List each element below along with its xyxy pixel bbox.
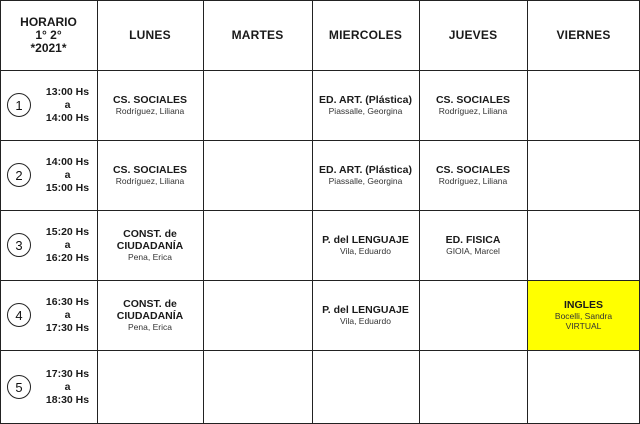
period-time-sep: a — [64, 168, 71, 181]
schedule-cell-martes — [203, 350, 312, 424]
grid-vertical-line — [527, 0, 528, 424]
subject-name: INGLES — [563, 299, 604, 311]
period-time-start: 14:00 Hs — [45, 155, 90, 168]
teacher-name: Vila, Eduardo — [340, 316, 391, 326]
subject-name: ED. ART. (Plástica) — [319, 94, 412, 106]
grid-horizontal-line — [0, 350, 640, 351]
schedule-cell-miercoles — [312, 350, 419, 424]
period-cell — [0, 350, 97, 424]
day-header-martes: MARTES — [231, 28, 284, 42]
period-time-start: 17:30 Hs — [45, 367, 90, 380]
grid-vertical-line — [203, 0, 204, 424]
corner-year: *2021* — [30, 40, 67, 55]
period-cell — [0, 280, 97, 350]
teacher-name: Rodríguez, Liliana — [438, 176, 508, 186]
period-time — [40, 210, 95, 280]
day-header-jueves: JUEVES — [448, 28, 498, 42]
schedule-cell-viernes — [527, 210, 640, 280]
period-cell — [0, 210, 97, 280]
grid-vertical-line — [97, 0, 98, 424]
period-time — [40, 70, 95, 140]
subject-name: P. del LENGUAJE — [322, 304, 409, 316]
schedule-cell-viernes — [527, 70, 640, 140]
schedule-cell-lunes — [97, 350, 203, 424]
grid-horizontal-line — [0, 0, 640, 1]
teacher-name: Vila, Eduardo — [340, 246, 391, 256]
subject-name: CONST. de CIUDADANÍA — [116, 298, 184, 322]
teacher-name: Bocelli, Sandra — [554, 311, 613, 321]
subject-name: CS. SOCIALES — [112, 164, 188, 176]
period-number: 1 — [7, 93, 31, 117]
teacher-name: Piassalle, Georgina — [328, 106, 403, 116]
teacher-name: Rodríguez, Liliana — [115, 106, 185, 116]
schedule-cell-miercoles — [312, 70, 419, 140]
subject-name: CS. SOCIALES — [435, 94, 511, 106]
schedule-cell-martes — [203, 140, 312, 210]
period-time — [40, 140, 95, 210]
grid-vertical-line — [312, 0, 313, 424]
teacher-name: Piassalle, Georgina — [328, 176, 403, 186]
period-cell — [0, 70, 97, 140]
teacher-name: Pena, Erica — [128, 252, 172, 262]
schedule-cell-martes — [203, 70, 312, 140]
teacher-name: GIOIA, Marcel — [446, 246, 500, 256]
corner-title: HORARIO — [20, 14, 77, 29]
schedule-cell-lunes — [97, 70, 203, 140]
period-time-end: 16:20 Hs — [45, 251, 90, 264]
period-time-sep: a — [64, 98, 71, 111]
corner-header — [0, 0, 97, 70]
period-time-start: 16:30 Hs — [45, 295, 90, 308]
teacher-name: Pena, Erica — [128, 322, 172, 332]
period-number: 5 — [7, 375, 31, 399]
period-time-start: 13:00 Hs — [45, 85, 90, 98]
subject-name: ED. FISICA — [445, 234, 501, 246]
period-time-end: 18:30 Hs — [45, 393, 90, 406]
day-header-miercoles: MIERCOLES — [328, 28, 403, 42]
subject-name: CS. SOCIALES — [112, 94, 188, 106]
period-time-start: 15:20 Hs — [45, 225, 90, 238]
schedule-cell-viernes — [527, 140, 640, 210]
schedule-cell-miercoles — [312, 140, 419, 210]
day-header-viernes: VIERNES — [556, 28, 611, 42]
period-time-end: 17:30 Hs — [45, 321, 90, 334]
schedule-cell-martes — [203, 280, 312, 350]
class-mode: VIRTUAL — [565, 321, 602, 331]
schedule-cell-lunes — [97, 210, 203, 280]
period-number: 3 — [7, 233, 31, 257]
schedule-cell-jueves — [419, 210, 527, 280]
schedule-cell-miercoles — [312, 280, 419, 350]
period-time — [40, 280, 95, 350]
period-time — [40, 350, 95, 424]
schedule-cell-miercoles — [312, 210, 419, 280]
schedule-cell-martes — [203, 210, 312, 280]
schedule-cell-viernes — [527, 280, 640, 350]
grid-horizontal-line — [0, 140, 640, 141]
corner-grade: 1° 2° — [35, 27, 62, 42]
period-time-sep: a — [64, 238, 71, 251]
period-time-end: 15:00 Hs — [45, 181, 90, 194]
subject-name: CONST. de CIUDADANÍA — [116, 228, 184, 252]
subject-name: CS. SOCIALES — [435, 164, 511, 176]
grid-horizontal-line — [0, 70, 640, 71]
schedule-cell-viernes — [527, 350, 640, 424]
subject-name: ED. ART. (Plástica) — [319, 164, 412, 176]
period-number: 2 — [7, 163, 31, 187]
period-number: 4 — [7, 303, 31, 327]
grid-vertical-line — [419, 0, 420, 424]
schedule-cell-jueves — [419, 70, 527, 140]
grid-horizontal-line — [0, 280, 640, 281]
day-header-lunes: LUNES — [129, 28, 171, 42]
grid-horizontal-line — [0, 210, 640, 211]
schedule-cell-jueves — [419, 280, 527, 350]
teacher-name: Rodríguez, Liliana — [438, 106, 508, 116]
period-time-sep: a — [64, 380, 71, 393]
teacher-name: Rodríguez, Liliana — [115, 176, 185, 186]
schedule-cell-lunes — [97, 280, 203, 350]
period-cell — [0, 140, 97, 210]
schedule-cell-lunes — [97, 140, 203, 210]
schedule-cell-jueves — [419, 350, 527, 424]
schedule-cell-jueves — [419, 140, 527, 210]
subject-name: P. del LENGUAJE — [322, 234, 409, 246]
period-time-sep: a — [64, 308, 71, 321]
grid-vertical-line — [0, 0, 1, 424]
period-time-end: 14:00 Hs — [45, 111, 90, 124]
